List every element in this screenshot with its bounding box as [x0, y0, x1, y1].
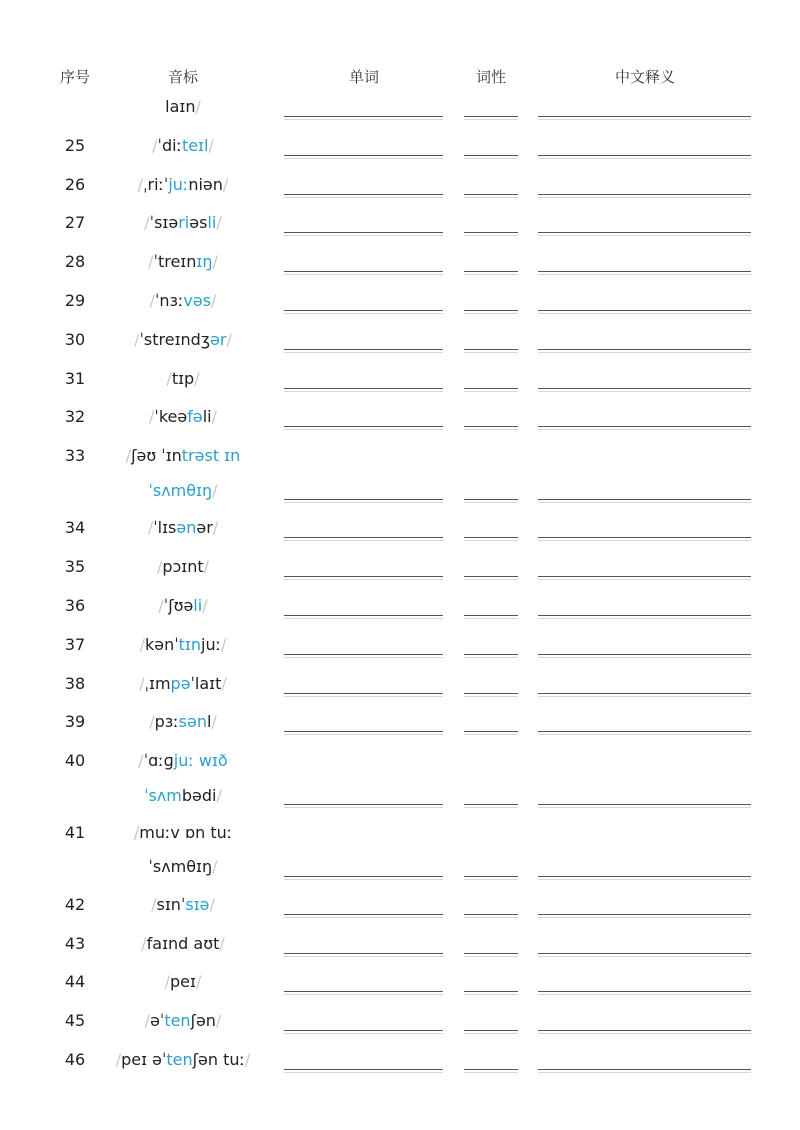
pos-answer-blank[interactable]: [464, 388, 518, 389]
phonetic-segment: faɪnd aʊt: [146, 934, 220, 953]
header-part-of-speech: 词性: [475, 68, 507, 86]
header-meaning: 中文释义: [614, 68, 676, 86]
pos-answer-blank[interactable]: [464, 116, 518, 117]
phonetic-transcription: [149, 407, 217, 426]
word-answer-blank[interactable]: [284, 654, 443, 655]
phonetic-slash: /: [149, 712, 155, 731]
header-number: 序号: [59, 68, 91, 86]
word-answer-blank[interactable]: [284, 155, 443, 156]
pos-answer-blank[interactable]: [464, 271, 518, 272]
phonetic-slash: /: [139, 674, 145, 693]
pos-answer-blank[interactable]: [464, 654, 518, 655]
highlighted-syllable: ˈsʌmθɪŋ: [148, 481, 213, 500]
highlighted-syllable: pə: [170, 674, 191, 693]
phonetic-segment: peɪ əˈ: [121, 1050, 167, 1069]
phonetic-slash: /: [216, 786, 222, 805]
phonetic-slash: /: [144, 1011, 151, 1030]
word-answer-blank[interactable]: [284, 349, 443, 350]
meaning-answer-blank[interactable]: [538, 537, 751, 538]
highlighted-syllable: li: [207, 213, 217, 232]
highlighted-syllable: sən: [178, 712, 207, 731]
phonetic-segment: muːv ɒn tuː: [139, 823, 233, 842]
highlighted-syllable: trəst ɪn: [181, 446, 241, 465]
word-answer-blank[interactable]: [284, 731, 443, 732]
word-answer-blank[interactable]: [284, 194, 443, 195]
phonetic-segment: ʃən: [190, 1011, 216, 1030]
row-number: 38: [64, 674, 86, 693]
phonetic-slash: /: [144, 213, 150, 232]
word-answer-blank[interactable]: [284, 271, 443, 272]
phonetic-segment: əs: [189, 213, 208, 232]
meaning-answer-blank[interactable]: [538, 991, 751, 992]
pos-answer-blank[interactable]: [464, 155, 518, 156]
phonetic-slash: /: [147, 518, 154, 537]
phonetic-transcription: [165, 972, 202, 991]
phonetic-segment: pɔɪnt: [162, 557, 204, 576]
meaning-answer-blank[interactable]: [538, 615, 751, 616]
meaning-answer-blank[interactable]: [538, 693, 751, 694]
pos-answer-blank[interactable]: [464, 953, 518, 954]
meaning-answer-blank[interactable]: [538, 914, 751, 915]
phonetic-slash: /: [148, 252, 154, 271]
phonetic-segment: ˈlaɪt: [190, 674, 222, 693]
phonetic-slash: /: [212, 857, 218, 876]
row-number: 34: [64, 518, 86, 537]
pos-answer-blank[interactable]: [464, 914, 518, 915]
row-number: 27: [64, 213, 86, 232]
phonetic-segment: ˌɪm: [144, 674, 171, 693]
row-number: 39: [64, 712, 86, 731]
phonetic-transcription: [144, 213, 221, 232]
meaning-answer-blank[interactable]: [538, 194, 751, 195]
phonetic-slash: /: [138, 751, 144, 770]
phonetic-segment: juː: [201, 635, 221, 654]
phonetic-segment: niən: [188, 175, 223, 194]
meaning-answer-blank[interactable]: [538, 1069, 751, 1070]
phonetic-transcription: [145, 1011, 222, 1030]
phonetic-slash: /: [164, 972, 171, 991]
word-answer-blank[interactable]: [284, 953, 443, 954]
meaning-answer-blank[interactable]: [538, 499, 751, 500]
highlighted-syllable: fə: [187, 407, 203, 426]
word-answer-blank[interactable]: [284, 615, 443, 616]
phonetic-slash: /: [212, 481, 218, 500]
phonetic-slash: /: [149, 291, 155, 310]
highlighted-syllable: ˈsʌm: [144, 786, 182, 805]
row-number: 25: [64, 136, 86, 155]
phonetic-slash: /: [209, 895, 215, 914]
phonetic-segment: ˈdiː: [157, 136, 182, 155]
meaning-answer-blank[interactable]: [538, 271, 751, 272]
phonetic-slash: /: [134, 330, 140, 349]
phonetic-transcription: [151, 895, 215, 914]
highlighted-syllable: ri: [178, 213, 190, 232]
meaning-answer-blank[interactable]: [538, 876, 751, 877]
phonetic-transcription: [116, 1050, 251, 1069]
row-number: 42: [64, 895, 86, 914]
phonetic-slash: /: [208, 136, 214, 155]
word-answer-blank[interactable]: [284, 914, 443, 915]
phonetic-slash: /: [226, 330, 232, 349]
pos-answer-blank[interactable]: [464, 876, 518, 877]
word-answer-blank[interactable]: [284, 388, 443, 389]
phonetic-segment: peɪ: [170, 972, 196, 991]
meaning-answer-blank[interactable]: [538, 388, 751, 389]
phonetic-segment: tɪp: [171, 369, 195, 388]
pos-answer-blank[interactable]: [464, 537, 518, 538]
row-number: 40: [64, 751, 86, 770]
row-number: 29: [64, 291, 86, 310]
word-answer-blank[interactable]: [284, 537, 443, 538]
phonetic-slash: /: [216, 213, 222, 232]
phonetic-transcription: [166, 369, 199, 388]
row-number: 28: [64, 252, 86, 271]
highlighted-syllable: ten: [164, 1011, 191, 1030]
meaning-answer-blank[interactable]: [538, 1030, 751, 1031]
phonetic-segment: pɜː: [154, 712, 179, 731]
meaning-answer-blank[interactable]: [538, 349, 751, 350]
pos-answer-blank[interactable]: [464, 576, 518, 577]
word-answer-blank[interactable]: [284, 232, 443, 233]
phonetic-segment: kənˈ: [145, 635, 179, 654]
pos-answer-blank[interactable]: [464, 426, 518, 427]
phonetic-slash: /: [215, 1011, 222, 1030]
meaning-answer-blank[interactable]: [538, 155, 751, 156]
phonetic-slash: /: [211, 712, 217, 731]
phonetic-transcription: [150, 291, 217, 310]
phonetic-segment: l: [206, 712, 212, 731]
highlighted-syllable: ten: [166, 1050, 193, 1069]
phonetic-slash: /: [195, 972, 202, 991]
phonetic-slash: /: [211, 291, 217, 310]
phonetic-transcription-continued: [148, 857, 217, 876]
row-number: 41: [64, 823, 86, 842]
phonetic-segment: ˌriːˈ: [143, 175, 169, 194]
row-number: 36: [64, 596, 86, 615]
highlighted-syllable: li: [193, 596, 203, 615]
table-header: [0, 66, 800, 88]
phonetic-slash: /: [202, 596, 208, 615]
phonetic-segment: ər: [196, 518, 213, 537]
phonetic-slash: /: [115, 1050, 122, 1069]
phonetic-transcription-continued: [144, 786, 222, 805]
phonetic-transcription-continued: [148, 481, 217, 500]
phonetic-transcription: [140, 635, 227, 654]
meaning-answer-blank[interactable]: [538, 232, 751, 233]
word-answer-blank[interactable]: [284, 499, 443, 500]
word-answer-blank[interactable]: [284, 310, 443, 311]
phonetic-slash: /: [194, 369, 200, 388]
row-number: 32: [64, 407, 86, 426]
phonetic-slash: /: [158, 596, 164, 615]
phonetic-slash: /: [221, 635, 227, 654]
word-answer-blank[interactable]: [284, 876, 443, 877]
highlighted-syllable: ɪŋ: [196, 252, 213, 271]
pos-answer-blank[interactable]: [464, 194, 518, 195]
phonetic-transcription: [152, 136, 214, 155]
phonetic-transcription: [157, 557, 209, 576]
highlighted-syllable: vəs: [183, 291, 212, 310]
row-number: 46: [64, 1050, 86, 1069]
row-number: 30: [64, 330, 86, 349]
phonetic-transcription: [158, 596, 207, 615]
highlighted-syllable: ər: [210, 330, 227, 349]
phonetic-transcription: [149, 712, 217, 731]
meaning-answer-blank[interactable]: [538, 576, 751, 577]
header-phonetic: 音标: [167, 68, 199, 86]
phonetic-segment: ˈnɜː: [154, 291, 184, 310]
word-answer-blank[interactable]: [284, 991, 443, 992]
phonetic-segment: laɪn: [165, 97, 196, 116]
phonetic-transcription: [148, 518, 218, 537]
phonetic-segment: ˈkeə: [154, 407, 188, 426]
row-number: 31: [64, 369, 86, 388]
phonetic-slash: /: [152, 136, 158, 155]
word-answer-blank[interactable]: [284, 426, 443, 427]
meaning-answer-blank[interactable]: [538, 654, 751, 655]
phonetic-segment: ˈsʌmθɪŋ: [148, 857, 213, 876]
pos-answer-blank[interactable]: [464, 1069, 518, 1070]
pos-answer-blank[interactable]: [464, 232, 518, 233]
pos-answer-blank[interactable]: [464, 1030, 518, 1031]
phonetic-slash: /: [219, 934, 225, 953]
pos-answer-blank[interactable]: [464, 615, 518, 616]
phonetic-transcription: [139, 674, 227, 693]
phonetic-segment: ˈtreɪn: [153, 252, 197, 271]
phonetic-segment: ˈʃʊə: [163, 596, 194, 615]
header-word: 单词: [348, 68, 380, 86]
row-number: 45: [64, 1011, 86, 1030]
row-number: 37: [64, 635, 86, 654]
highlighted-syllable: ən: [176, 518, 197, 537]
phonetic-transcription: [134, 823, 232, 842]
word-answer-blank[interactable]: [284, 116, 443, 117]
pos-answer-blank[interactable]: [464, 499, 518, 500]
row-number: 35: [64, 557, 86, 576]
phonetic-segment: ˈsɪə: [149, 213, 179, 232]
row-number: 44: [64, 972, 86, 991]
highlighted-syllable: sɪə: [185, 895, 210, 914]
phonetic-segment: ˈɑːɡ: [143, 751, 174, 770]
row-number: 43: [64, 934, 86, 953]
highlighted-syllable: tɪn: [178, 635, 202, 654]
word-answer-blank[interactable]: [284, 576, 443, 577]
phonetic-transcription: [141, 934, 225, 953]
highlighted-syllable: juː wɪð: [173, 751, 228, 770]
phonetic-transcription: [138, 175, 229, 194]
phonetic-segment: ʃən tuː: [192, 1050, 245, 1069]
phonetic-slash: /: [203, 557, 210, 576]
word-answer-blank[interactable]: [284, 693, 443, 694]
phonetic-slash: /: [139, 635, 145, 654]
phonetic-transcription: [138, 751, 227, 770]
phonetic-slash: /: [212, 518, 219, 537]
phonetic-segment: ˈlɪs: [153, 518, 177, 537]
row-number: 26: [64, 175, 86, 194]
phonetic-segment: li: [202, 407, 212, 426]
pos-answer-blank[interactable]: [464, 693, 518, 694]
meaning-answer-blank[interactable]: [538, 953, 751, 954]
phonetic-segment: əˈ: [150, 1011, 165, 1030]
meaning-answer-blank[interactable]: [538, 731, 751, 732]
phonetic-transcription: [165, 97, 201, 116]
phonetic-transcription: [148, 252, 218, 271]
phonetic-segment: ʃəʊ ˈɪn: [131, 446, 182, 465]
phonetic-segment: bədi: [181, 786, 217, 805]
meaning-answer-blank[interactable]: [538, 116, 751, 117]
phonetic-slash: /: [166, 369, 172, 388]
phonetic-transcription: [134, 330, 232, 349]
phonetic-slash: /: [137, 175, 144, 194]
phonetic-slash: /: [156, 557, 163, 576]
pos-answer-blank[interactable]: [464, 804, 518, 805]
phonetic-slash: /: [151, 895, 157, 914]
phonetic-slash: /: [125, 446, 132, 465]
phonetic-slash: /: [141, 934, 147, 953]
word-answer-blank[interactable]: [284, 804, 443, 805]
phonetic-slash: /: [244, 1050, 251, 1069]
phonetic-segment: sɪnˈ: [156, 895, 186, 914]
phonetic-slash: /: [195, 97, 201, 116]
phonetic-slash: /: [133, 823, 140, 842]
highlighted-syllable: teɪl: [181, 136, 209, 155]
meaning-answer-blank[interactable]: [538, 310, 751, 311]
phonetic-slash: /: [221, 674, 227, 693]
meaning-answer-blank[interactable]: [538, 804, 751, 805]
highlighted-syllable: juː: [168, 175, 189, 194]
pos-answer-blank[interactable]: [464, 349, 518, 350]
phonetic-slash: /: [212, 252, 218, 271]
row-number: 33: [64, 446, 86, 465]
phonetic-slash: /: [211, 407, 217, 426]
phonetic-slash: /: [149, 407, 155, 426]
meaning-answer-blank[interactable]: [538, 426, 751, 427]
phonetic-transcription: [126, 446, 241, 465]
word-answer-blank[interactable]: [284, 1069, 443, 1070]
word-answer-blank[interactable]: [284, 1030, 443, 1031]
pos-answer-blank[interactable]: [464, 991, 518, 992]
phonetic-slash: /: [222, 175, 229, 194]
pos-answer-blank[interactable]: [464, 310, 518, 311]
pos-answer-blank[interactable]: [464, 731, 518, 732]
phonetic-segment: ˈstreɪndʒ: [139, 330, 211, 349]
